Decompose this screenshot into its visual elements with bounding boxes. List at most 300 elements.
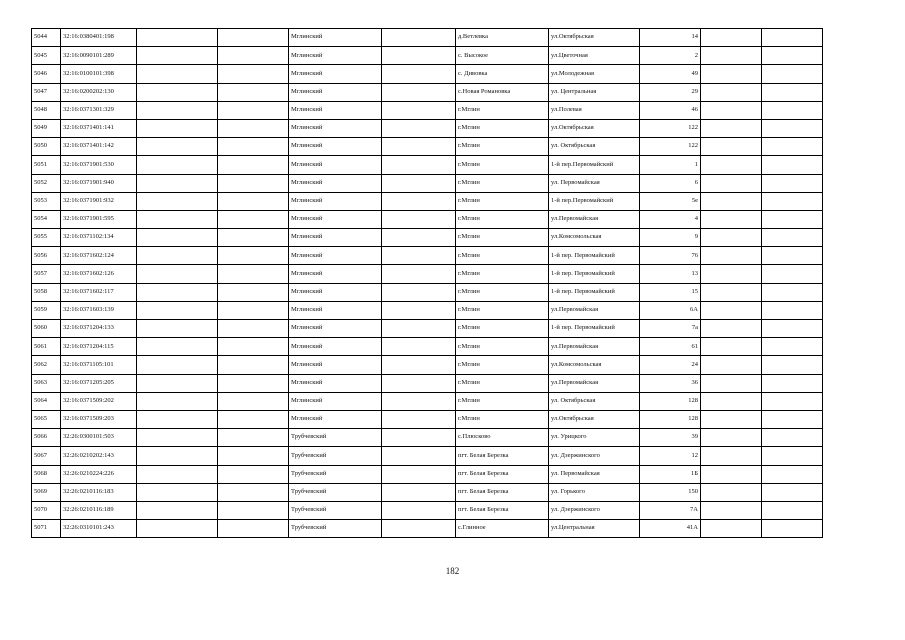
record-number-cell: 5047 [32, 83, 61, 101]
empty-cell [218, 465, 289, 483]
street-cell: 1-й пер. Первомайский [549, 283, 640, 301]
empty-cell [762, 283, 823, 301]
empty-cell [762, 65, 823, 83]
table-row [32, 229, 823, 247]
cadastral-number-cell: 32:16:0371603:139 [61, 301, 137, 319]
locality-cell: г.Мглин [456, 338, 549, 356]
house-number-cell: 36 [640, 374, 701, 392]
empty-cell [701, 501, 762, 519]
cadastral-number-cell: 32:16:0371401:141 [61, 119, 137, 137]
table-row [32, 447, 823, 465]
house-number-cell: 128 [640, 392, 701, 410]
street-cell: ул. Дзержинского [549, 447, 640, 465]
street-cell: ул.Комсомольская [549, 229, 640, 247]
record-number-cell: 5056 [32, 247, 61, 265]
locality-cell: г.Мглин [456, 410, 549, 428]
street-cell: ул.Первомайская [549, 210, 640, 228]
empty-cell [762, 229, 823, 247]
locality-cell: г.Мглин [456, 138, 549, 156]
empty-cell [701, 229, 762, 247]
cadastral-number-cell: 32:16:0371602:124 [61, 247, 137, 265]
cadastral-number-cell: 32:16:0371901:940 [61, 174, 137, 192]
street-cell: ул. Первомайская [549, 174, 640, 192]
empty-cell [701, 374, 762, 392]
empty-cell [382, 83, 456, 101]
empty-cell [701, 29, 762, 47]
street-cell: ул.Центральная [549, 520, 640, 538]
house-number-cell: 7А [640, 501, 701, 519]
empty-cell [382, 65, 456, 83]
street-cell: ул.Цветочная [549, 47, 640, 65]
locality-cell: г.Мглин [456, 119, 549, 137]
street-cell: 1-й пер. Первомайский [549, 265, 640, 283]
street-cell: ул.Полевая [549, 101, 640, 119]
house-number-cell: 24 [640, 356, 701, 374]
district-cell: Мглинский [289, 101, 382, 119]
district-cell: Трубчевский [289, 465, 382, 483]
street-cell: ул.Комсомольская [549, 356, 640, 374]
table-row [32, 210, 823, 228]
empty-cell [762, 210, 823, 228]
house-number-cell: 1Б [640, 465, 701, 483]
table-row [32, 465, 823, 483]
locality-cell: г.Мглин [456, 174, 549, 192]
empty-cell [762, 156, 823, 174]
house-number-cell: 46 [640, 101, 701, 119]
empty-cell [762, 520, 823, 538]
street-cell: ул. Октябрьская [549, 392, 640, 410]
locality-cell: с.Новая Романовка [456, 83, 549, 101]
cadastral-number-cell: 32:26:0210116:189 [61, 501, 137, 519]
empty-cell [701, 247, 762, 265]
empty-cell [382, 501, 456, 519]
district-cell: Мглинский [289, 301, 382, 319]
empty-cell [137, 374, 218, 392]
street-cell: ул.Первомайская [549, 374, 640, 392]
empty-cell [382, 483, 456, 501]
locality-cell: г.Мглин [456, 356, 549, 374]
register-table [31, 28, 823, 538]
house-number-cell: 1 [640, 156, 701, 174]
empty-cell [701, 283, 762, 301]
empty-cell [382, 138, 456, 156]
cadastral-number-cell: 32:16:0371901:595 [61, 210, 137, 228]
empty-cell [701, 210, 762, 228]
empty-cell [137, 501, 218, 519]
empty-cell [701, 265, 762, 283]
table-row [32, 320, 823, 338]
cadastral-number-cell: 32:16:0371204:133 [61, 320, 137, 338]
empty-cell [218, 210, 289, 228]
empty-cell [382, 301, 456, 319]
record-number-cell: 5064 [32, 392, 61, 410]
locality-cell: г.Мглин [456, 229, 549, 247]
empty-cell [137, 47, 218, 65]
empty-cell [382, 101, 456, 119]
record-number-cell: 5057 [32, 265, 61, 283]
house-number-cell: 76 [640, 247, 701, 265]
district-cell: Мглинский [289, 29, 382, 47]
empty-cell [137, 138, 218, 156]
empty-cell [382, 356, 456, 374]
locality-cell: г.Мглин [456, 265, 549, 283]
empty-cell [701, 483, 762, 501]
empty-cell [701, 138, 762, 156]
empty-cell [382, 374, 456, 392]
table-row [32, 101, 823, 119]
record-number-cell: 5067 [32, 447, 61, 465]
cadastral-number-cell: 32:16:0371602:117 [61, 283, 137, 301]
house-number-cell: 6А [640, 301, 701, 319]
empty-cell [382, 229, 456, 247]
empty-cell [382, 174, 456, 192]
empty-cell [218, 192, 289, 210]
register-table-body [32, 29, 823, 538]
empty-cell [137, 283, 218, 301]
house-number-cell: 6 [640, 174, 701, 192]
empty-cell [382, 47, 456, 65]
house-number-cell: 39 [640, 429, 701, 447]
record-number-cell: 5055 [32, 229, 61, 247]
empty-cell [137, 447, 218, 465]
empty-cell [762, 83, 823, 101]
record-number-cell: 5068 [32, 465, 61, 483]
record-number-cell: 5051 [32, 156, 61, 174]
empty-cell [218, 501, 289, 519]
empty-cell [762, 501, 823, 519]
empty-cell [137, 520, 218, 538]
record-number-cell: 5060 [32, 320, 61, 338]
empty-cell [382, 392, 456, 410]
district-cell: Мглинский [289, 119, 382, 137]
record-number-cell: 5066 [32, 429, 61, 447]
house-number-cell: 15 [640, 283, 701, 301]
empty-cell [137, 29, 218, 47]
empty-cell [762, 265, 823, 283]
empty-cell [762, 101, 823, 119]
page-number: 182 [445, 566, 460, 576]
empty-cell [218, 483, 289, 501]
house-number-cell: 12 [640, 447, 701, 465]
cadastral-number-cell: 32:26:0210116:183 [61, 483, 137, 501]
empty-cell [762, 47, 823, 65]
house-number-cell: 29 [640, 83, 701, 101]
empty-cell [762, 174, 823, 192]
empty-cell [137, 101, 218, 119]
cadastral-number-cell: 32:26:0210224:226 [61, 465, 137, 483]
empty-cell [218, 429, 289, 447]
empty-cell [382, 465, 456, 483]
district-cell: Мглинский [289, 174, 382, 192]
cadastral-number-cell: 32:16:0371602:126 [61, 265, 137, 283]
locality-cell: г.Мглин [456, 301, 549, 319]
empty-cell [701, 101, 762, 119]
empty-cell [701, 119, 762, 137]
district-cell: Трубчевский [289, 429, 382, 447]
empty-cell [137, 119, 218, 137]
cadastral-number-cell: 32:26:0300101:503 [61, 429, 137, 447]
empty-cell [137, 156, 218, 174]
table-row [32, 501, 823, 519]
house-number-cell: 122 [640, 119, 701, 137]
locality-cell: с.Глинное [456, 520, 549, 538]
record-number-cell: 5045 [32, 47, 61, 65]
street-cell: ул.Молодежная [549, 65, 640, 83]
record-number-cell: 5046 [32, 65, 61, 83]
empty-cell [762, 465, 823, 483]
street-cell: 1-й пер. Первомайский [549, 247, 640, 265]
empty-cell [701, 410, 762, 428]
table-row [32, 65, 823, 83]
empty-cell [218, 374, 289, 392]
table-row [32, 283, 823, 301]
locality-cell: пгт. Белая Березка [456, 501, 549, 519]
empty-cell [137, 320, 218, 338]
district-cell: Трубчевский [289, 483, 382, 501]
cadastral-number-cell: 32:16:0380401:198 [61, 29, 137, 47]
record-number-cell: 5050 [32, 138, 61, 156]
house-number-cell: 4 [640, 210, 701, 228]
locality-cell: г.Мглин [456, 283, 549, 301]
house-number-cell: 150 [640, 483, 701, 501]
empty-cell [382, 265, 456, 283]
table-row [32, 301, 823, 319]
house-number-cell: 128 [640, 410, 701, 428]
district-cell: Мглинский [289, 156, 382, 174]
cadastral-number-cell: 32:16:0371205:205 [61, 374, 137, 392]
empty-cell [218, 138, 289, 156]
empty-cell [701, 192, 762, 210]
locality-cell: г.Мглин [456, 392, 549, 410]
empty-cell [382, 338, 456, 356]
street-cell: ул.Октябрьская [549, 119, 640, 137]
table-row [32, 83, 823, 101]
table-row [32, 483, 823, 501]
empty-cell [218, 283, 289, 301]
district-cell: Мглинский [289, 283, 382, 301]
empty-cell [137, 192, 218, 210]
street-cell: ул.Первомайская [549, 301, 640, 319]
locality-cell: г.Мглин [456, 192, 549, 210]
locality-cell: пгт. Белая Березка [456, 483, 549, 501]
street-cell: ул. Дзержинского [549, 501, 640, 519]
empty-cell [701, 301, 762, 319]
district-cell: Мглинский [289, 265, 382, 283]
street-cell: ул.Октябрьская [549, 29, 640, 47]
empty-cell [382, 520, 456, 538]
empty-cell [218, 29, 289, 47]
district-cell: Мглинский [289, 83, 382, 101]
empty-cell [701, 338, 762, 356]
record-number-cell: 5061 [32, 338, 61, 356]
empty-cell [701, 520, 762, 538]
empty-cell [382, 119, 456, 137]
empty-cell [218, 392, 289, 410]
cadastral-number-cell: 32:16:0371901:932 [61, 192, 137, 210]
empty-cell [218, 447, 289, 465]
empty-cell [218, 156, 289, 174]
locality-cell: с. Высокое [456, 47, 549, 65]
cadastral-number-cell: 32:16:0371204:115 [61, 338, 137, 356]
street-cell: ул. Урицкого [549, 429, 640, 447]
table-row [32, 374, 823, 392]
empty-cell [701, 356, 762, 374]
district-cell: Трубчевский [289, 501, 382, 519]
locality-cell: с. Дивовка [456, 65, 549, 83]
district-cell: Мглинский [289, 338, 382, 356]
empty-cell [137, 229, 218, 247]
record-number-cell: 5063 [32, 374, 61, 392]
empty-cell [137, 483, 218, 501]
record-number-cell: 5069 [32, 483, 61, 501]
cadastral-number-cell: 32:16:0371105:101 [61, 356, 137, 374]
street-cell: ул.Первомайская [549, 338, 640, 356]
empty-cell [701, 465, 762, 483]
locality-cell: пгт. Белая Березка [456, 447, 549, 465]
street-cell: ул.Октябрьская [549, 410, 640, 428]
table-row [32, 156, 823, 174]
locality-cell: г.Мглин [456, 156, 549, 174]
empty-cell [382, 192, 456, 210]
record-number-cell: 5048 [32, 101, 61, 119]
cadastral-number-cell: 32:16:0371102:134 [61, 229, 137, 247]
house-number-cell: 122 [640, 138, 701, 156]
table-row [32, 520, 823, 538]
district-cell: Мглинский [289, 410, 382, 428]
record-number-cell: 5071 [32, 520, 61, 538]
cadastral-number-cell: 32:26:0310101:243 [61, 520, 137, 538]
empty-cell [762, 192, 823, 210]
record-number-cell: 5052 [32, 174, 61, 192]
empty-cell [218, 65, 289, 83]
empty-cell [218, 119, 289, 137]
empty-cell [762, 447, 823, 465]
table-row [32, 356, 823, 374]
empty-cell [762, 338, 823, 356]
empty-cell [137, 429, 218, 447]
cadastral-number-cell: 32:16:0371901:530 [61, 156, 137, 174]
table-row [32, 410, 823, 428]
empty-cell [762, 392, 823, 410]
cadastral-number-cell: 32:16:0090101:289 [61, 47, 137, 65]
street-cell: 1-й пер. Первомайский [549, 320, 640, 338]
house-number-cell: 9 [640, 229, 701, 247]
house-number-cell: 2 [640, 47, 701, 65]
empty-cell [701, 320, 762, 338]
empty-cell [137, 174, 218, 192]
locality-cell: д.Ветлевка [456, 29, 549, 47]
empty-cell [137, 65, 218, 83]
empty-cell [137, 247, 218, 265]
table-row [32, 119, 823, 137]
empty-cell [382, 210, 456, 228]
record-number-cell: 5044 [32, 29, 61, 47]
cadastral-number-cell: 32:16:0371509:202 [61, 392, 137, 410]
empty-cell [762, 356, 823, 374]
record-number-cell: 5062 [32, 356, 61, 374]
cadastral-number-cell: 32:26:0210202:143 [61, 447, 137, 465]
empty-cell [701, 83, 762, 101]
empty-cell [701, 174, 762, 192]
house-number-cell: 41А [640, 520, 701, 538]
table-row [32, 338, 823, 356]
cadastral-number-cell: 32:16:0371401:142 [61, 138, 137, 156]
table-row [32, 392, 823, 410]
empty-cell [218, 229, 289, 247]
cadastral-number-cell: 32:16:0371301:329 [61, 101, 137, 119]
table-row [32, 265, 823, 283]
table-row [32, 174, 823, 192]
house-number-cell: 14 [640, 29, 701, 47]
house-number-cell: 5е [640, 192, 701, 210]
table-row [32, 429, 823, 447]
empty-cell [218, 47, 289, 65]
empty-cell [218, 83, 289, 101]
empty-cell [382, 429, 456, 447]
district-cell: Мглинский [289, 356, 382, 374]
district-cell: Трубчевский [289, 520, 382, 538]
empty-cell [701, 156, 762, 174]
cadastral-number-cell: 32:16:0371509:203 [61, 410, 137, 428]
locality-cell: г.Мглин [456, 374, 549, 392]
empty-cell [137, 356, 218, 374]
empty-cell [382, 410, 456, 428]
record-number-cell: 5059 [32, 301, 61, 319]
record-number-cell: 5053 [32, 192, 61, 210]
street-cell: ул. Горького [549, 483, 640, 501]
empty-cell [701, 65, 762, 83]
locality-cell: с.Плюсково [456, 429, 549, 447]
empty-cell [137, 265, 218, 283]
district-cell: Мглинский [289, 210, 382, 228]
locality-cell: г.Мглин [456, 247, 549, 265]
empty-cell [762, 483, 823, 501]
empty-cell [218, 410, 289, 428]
district-cell: Мглинский [289, 392, 382, 410]
table-row [32, 138, 823, 156]
empty-cell [701, 47, 762, 65]
empty-cell [762, 29, 823, 47]
district-cell: Мглинский [289, 247, 382, 265]
empty-cell [382, 447, 456, 465]
locality-cell: пгт. Белая Березка [456, 465, 549, 483]
empty-cell [382, 156, 456, 174]
district-cell: Мглинский [289, 374, 382, 392]
empty-cell [137, 301, 218, 319]
district-cell: Мглинский [289, 192, 382, 210]
record-number-cell: 5054 [32, 210, 61, 228]
district-cell: Мглинский [289, 47, 382, 65]
empty-cell [762, 119, 823, 137]
empty-cell [762, 301, 823, 319]
street-cell: ул. Первомайская [549, 465, 640, 483]
house-number-cell: 49 [640, 65, 701, 83]
empty-cell [382, 320, 456, 338]
empty-cell [762, 247, 823, 265]
empty-cell [701, 392, 762, 410]
empty-cell [218, 320, 289, 338]
empty-cell [218, 301, 289, 319]
table-row [32, 47, 823, 65]
street-cell: ул. Центральная [549, 83, 640, 101]
locality-cell: г.Мглин [456, 210, 549, 228]
empty-cell [218, 520, 289, 538]
locality-cell: г.Мглин [456, 101, 549, 119]
district-cell: Мглинский [289, 65, 382, 83]
district-cell: Мглинский [289, 320, 382, 338]
empty-cell [701, 429, 762, 447]
empty-cell [137, 83, 218, 101]
